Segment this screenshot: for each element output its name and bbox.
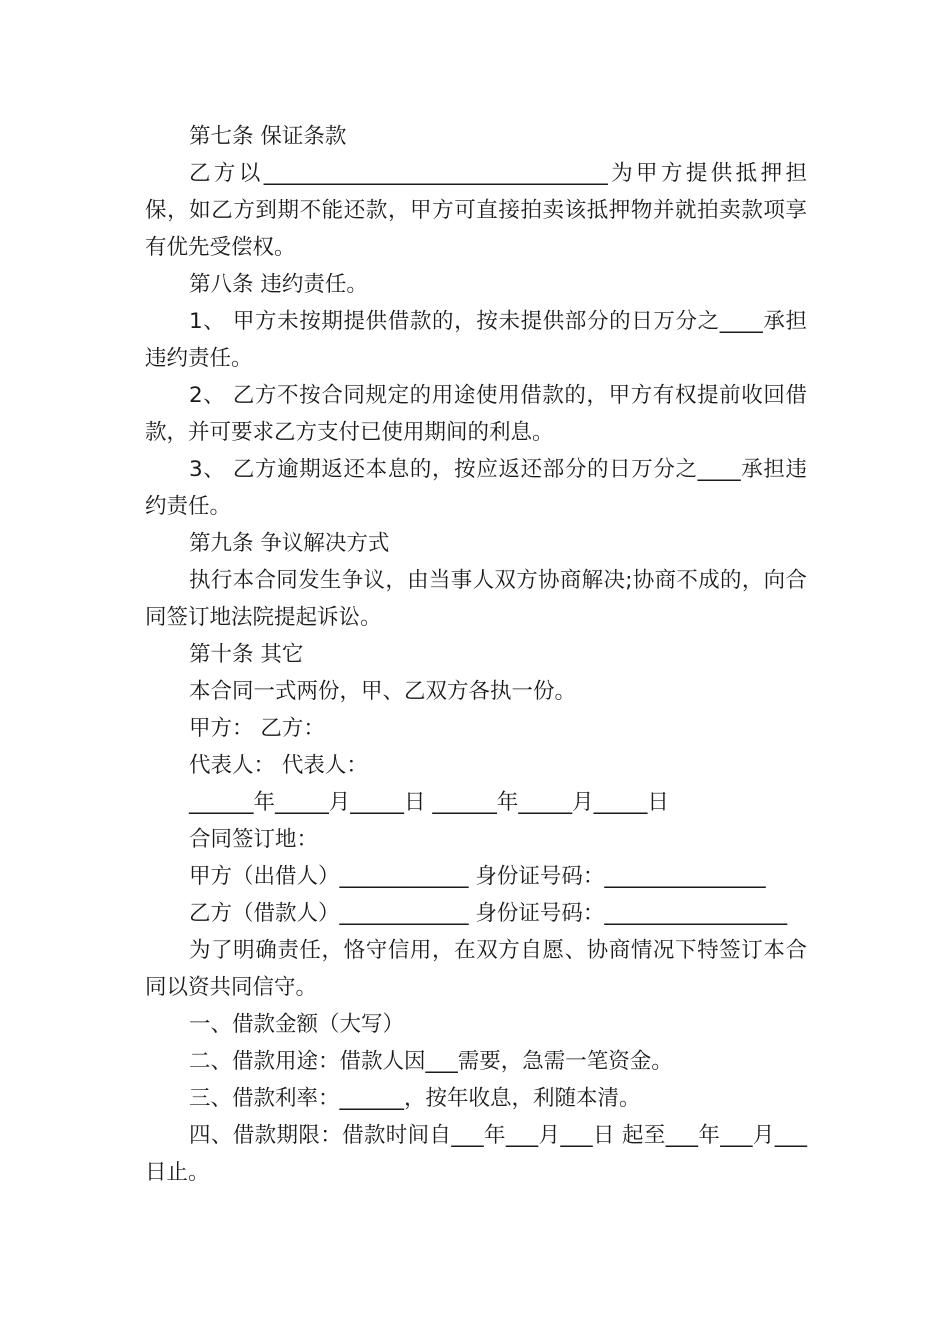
article-8-heading: 第八条 违约责任。 — [189, 272, 368, 297]
loan-purpose-item: 二、借款用途：借款人因___需要，急需一笔资金。 — [189, 1049, 673, 1074]
representative-line: 代表人： 代表人： — [189, 753, 368, 778]
copies-clause: 本合同一式两份，甲、乙双方各执一份。 — [189, 679, 577, 704]
article-10-heading: 第十条 其它 — [189, 642, 304, 667]
lender-id-line: 甲方（出借人）____________ 身份证号码：_______________ — [189, 864, 766, 889]
article-8-item-1: 1、 甲方未按期提供借款的，按未提供部分的日万分之____承担违约责任。 — [145, 309, 807, 371]
party-signature-line: 甲方： 乙方： — [189, 716, 325, 741]
signing-date-line: ______年_____月_____日 ______年_____月_____日 — [189, 790, 669, 815]
article-9-dispute-clause: 执行本合同发生争议，由当事人双方协商解决;协商不成的，向合同签订地法院提起诉讼。 — [145, 568, 807, 630]
loan-amount-item: 一、借款金额（大写） — [189, 1012, 405, 1037]
preamble: 为了明确责任，恪守信用，在双方自愿、协商情况下特签订本合同以资共同信守。 — [145, 938, 807, 1000]
borrower-id-line: 乙方（借款人）____________ 身份证号码：_________________ — [189, 901, 788, 926]
loan-rate-item: 三、借款利率：______，按年收息，利随本清。 — [189, 1086, 641, 1111]
article-8-item-2: 2、 乙方不按合同规定的用途使用借款的，甲方有权提前收回借款，并可要求乙方支付已使用期间的利息。 — [145, 383, 807, 445]
loan-term-item: 四、借款期限：借款时间自___年___月___日 起至___年___月___ 日止。 — [145, 1123, 807, 1185]
article-7-heading: 第七条 保证条款 — [189, 124, 347, 149]
article-7-guarantee-clause: 乙方以________________________________为甲方提供抵押担保，如乙方到期不能还款，甲方可直接拍卖该抵押物并就拍卖款项享有优先受偿权。 — [145, 161, 807, 260]
signing-place-line: 合同签订地： — [189, 827, 319, 852]
article-8-item-3: 3、 乙方逾期返还本息的，按应返还部分的日万分之____承担违约责任。 — [145, 457, 807, 519]
article-9-heading: 第九条 争议解决方式 — [189, 531, 390, 556]
contract-body — [145, 118, 807, 1191]
